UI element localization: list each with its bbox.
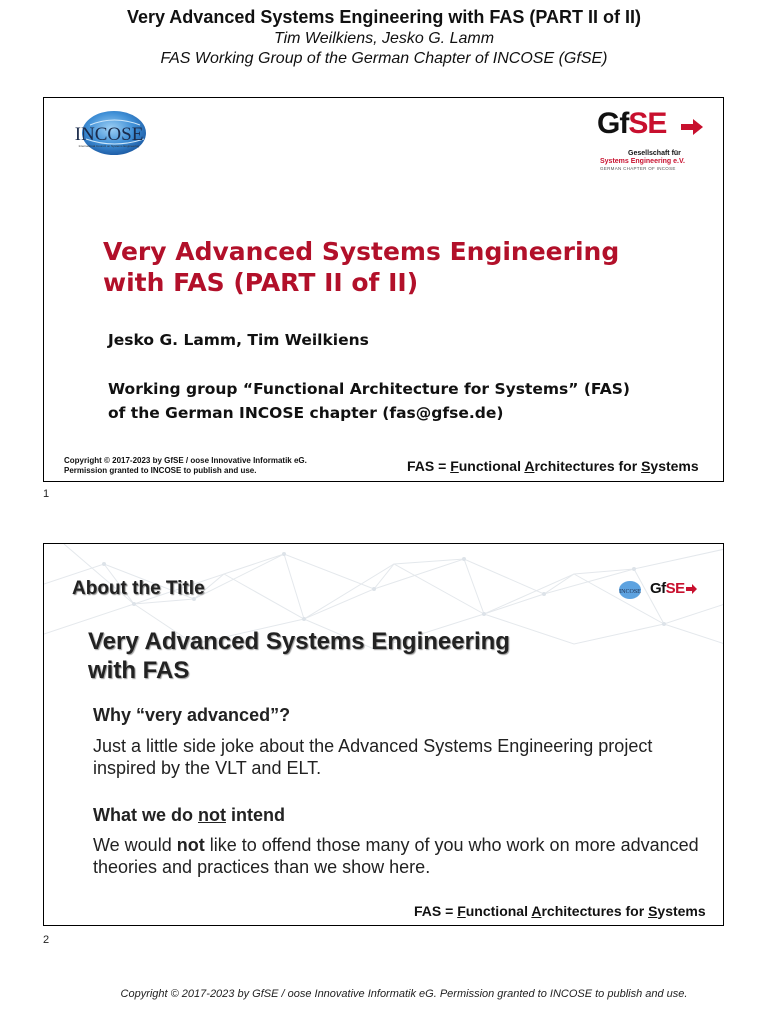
slide-2-logos (618, 580, 698, 602)
paragraph-not-offend: We would not like to offend those many of you who work on more advanced theories and practices than we show here. (93, 835, 699, 877)
gfse-arrow-icon (681, 118, 705, 136)
incose-logo (62, 109, 156, 157)
document-title: Very Advanced Systems Engineering with FAS (PART II of II) (126, 7, 642, 27)
slide-1-authors: Jesko G. Lamm, Tim Weilkiens (108, 331, 369, 349)
fas-tagline: FAS = Functional Architectures for Systems (407, 458, 699, 474)
slide-1-title: Very Advanced Systems Engineering with FAS (PART II of II) (103, 237, 620, 297)
document-authors: Tim Weilkiens, Jesko G. Lamm (273, 30, 495, 47)
heading-what-we-do-not-intend: What we do not intend (93, 805, 285, 825)
slide-2-title: Very Advanced Systems Engineering with FAS (88, 628, 510, 684)
gfse-mini-arrow-icon (686, 584, 698, 594)
page-footer-copyright: Copyright © 2017-2023 by GfSE / oose Innovative Informatik eG. Permission granted to INCOSE to publish and use. (120, 988, 688, 1000)
slide-2 (43, 543, 724, 926)
gfse-logo: GfSE Gesellschaft für Systems Engineering e.V. GERMAN CHAPTER OF INCOSE (597, 107, 707, 167)
heading-why-very-advanced: Why “very advanced”? (93, 705, 291, 725)
svg-text:International Council on Syste: International Council on Systems Engineering (78, 144, 140, 148)
slide-1-number: 1 (43, 488, 50, 500)
incose-mini-logo (618, 580, 642, 600)
fas-tagline: FAS = Functional Architectures for Systems (414, 903, 706, 919)
svg-text:INCOSE: INCOSE (619, 589, 641, 595)
slide-1 (43, 97, 724, 482)
gfse-mini-logo: GfSE (650, 580, 685, 597)
slide-2-section-title: About the Title (72, 578, 205, 599)
document-group: FAS Working Group of the German Chapter of INCOSE (GfSE) (160, 50, 608, 67)
paragraph-side-joke: Just a little side joke about the Advanced Systems Engineering project inspired by the VLT and ELT. (93, 736, 653, 778)
slide-2-number: 2 (43, 934, 50, 946)
slide-1-working-group: Working group “Functional Architecture for Systems” (FAS) of the German INCOSE chapter (fas@gfse.de) (108, 380, 630, 422)
svg-text:INCOSE: INCOSE (74, 124, 144, 145)
slide-1-copyright: Copyright © 2017-2023 by GfSE / oose Innovative Informatik eG. Permission granted to INCOSE to publish and use. (64, 456, 307, 475)
